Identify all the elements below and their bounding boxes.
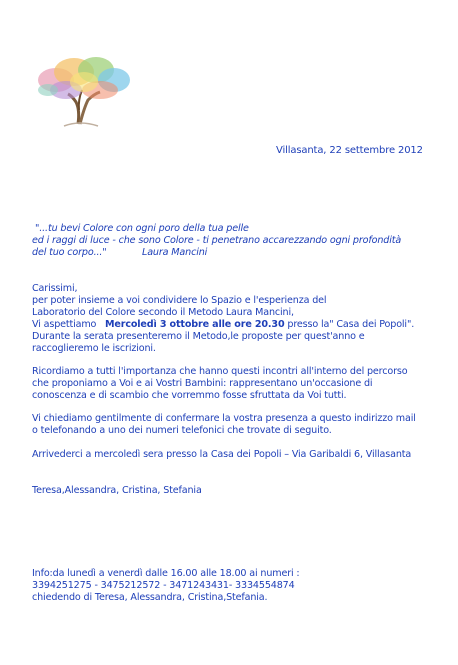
quote-line-2: ed i raggi di luce - che sono Colore - ti penetrano accarezzando ogni profondità	[32, 235, 402, 246]
p1-line-1: per poter insieme a voi condividere lo Spazio e l'esperienza del	[32, 295, 327, 306]
p2-line-3: conoscenza e di scambio che vorremmo fosse sfruttata da Voi tutti.	[32, 390, 347, 401]
p2-line-2: che proponiamo a Voi e ai Vostri Bambini: rappresentano un'occasione di	[32, 378, 373, 389]
p3-line-1: Vi chiediamo gentilmente di confermare la vostra presenza a questo indirizzo mail	[32, 413, 416, 424]
info-line-3: chiedendo di Teresa, Alessandra, Cristina,Stefania.	[32, 592, 268, 603]
signature: Teresa,Alessandra, Cristina, Stefania	[32, 485, 202, 496]
event-datetime: Mercoledì 3 ottobre alle ore 20.30	[104, 319, 285, 330]
p1-line-3	[32, 319, 414, 331]
p1-line-4: Durante la serata presenteremo il Metodo,le proposte per quest'anno e	[32, 331, 365, 342]
salutation: Carissimi,	[32, 283, 78, 294]
quote-author: Laura Mancini	[142, 247, 208, 258]
quote-line-1: "...tu bevi Colore con ogni poro della tua pelle	[35, 223, 249, 234]
p2-line-1: Ricordiamo a tutti l'importanza che hanno questi incontri all'interno del percorso	[32, 366, 408, 377]
p1-text-a: Vi aspettiamo	[32, 319, 97, 330]
p4-line: Arrivederci a mercoledì sera presso la Casa dei Popoli – Via Garibaldi 6, Villasanta	[32, 449, 412, 460]
p1-line-5: raccoglieremo le iscrizioni.	[32, 343, 156, 354]
p1-text-b: presso la" Casa dei Popoli".	[287, 319, 415, 330]
quote-line-3: del tuo corpo..."	[32, 247, 107, 258]
p1-line-2: Laboratorio del Colore secondo il Metodo Laura Mancini,	[32, 307, 294, 318]
info-phone-numbers: 3394251275 - 3475212572 - 3471243431- 3334554874	[32, 580, 295, 591]
letter-date: Villasanta, 22 settembre 2012	[276, 145, 423, 156]
tree-logo	[28, 50, 136, 128]
p3-line-2: o telefonando a uno dei numeri telefonici che trovate di seguito.	[32, 425, 332, 436]
info-line-1: Info:da lunedì a venerdì dalle 16.00 alle 18.00 ai numeri :	[32, 568, 300, 579]
